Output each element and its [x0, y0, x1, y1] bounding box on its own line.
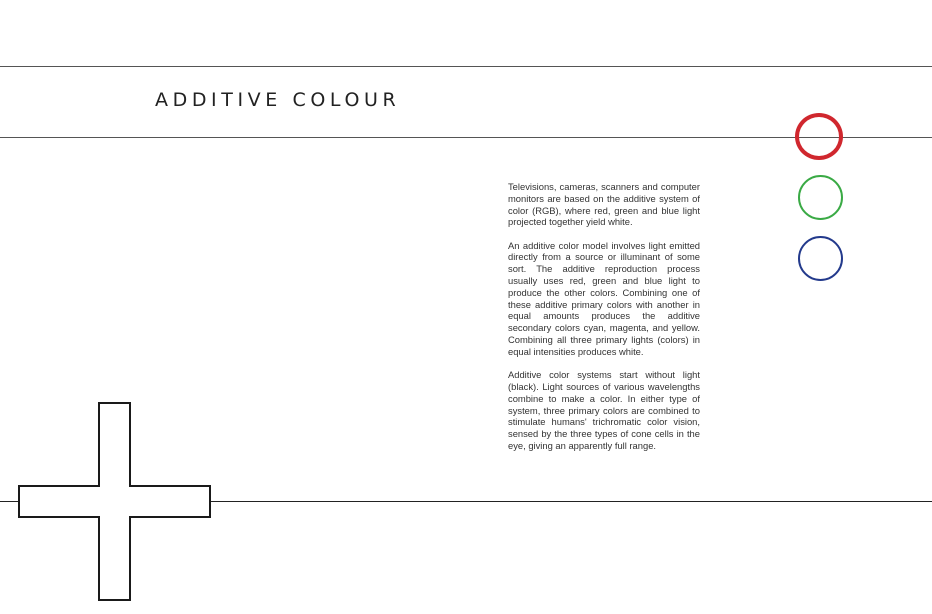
paragraph-3: Additive color systems start without light (black). Light sources of various wavelengths combine to make a color. In either type of system, three primary colors are combined to stimulate humans' trichromatic color vision, sensed by the three types of cone cells in the eye, giving an apparently full range.: [508, 369, 700, 451]
paragraph-2: An additive color model involves light emitted directly from a source or illuminant of some sort. The additive reproduction process usually uses red, green and blue light to produce the other colors. Combining one of these additive primary colors with another in equal amounts produces the additive secondary colors cyan, magenta, and yellow. Combining all three primary lights (colors) in equal intensities produces white.: [508, 239, 700, 357]
plus-icon: [18, 402, 211, 602]
red-circle-icon: [795, 113, 843, 160]
blue-circle-icon: [798, 236, 843, 281]
title-divider: [0, 137, 932, 138]
body-text: [508, 181, 700, 463]
green-circle-icon: [798, 175, 843, 220]
page-title: ADDITIVE COLOUR: [155, 89, 401, 111]
top-divider: [0, 66, 932, 67]
paragraph-1: Televisions, cameras, scanners and computer monitors are based on the additive system of color (RGB), where red, green and blue light projected together yield white.: [508, 181, 700, 228]
